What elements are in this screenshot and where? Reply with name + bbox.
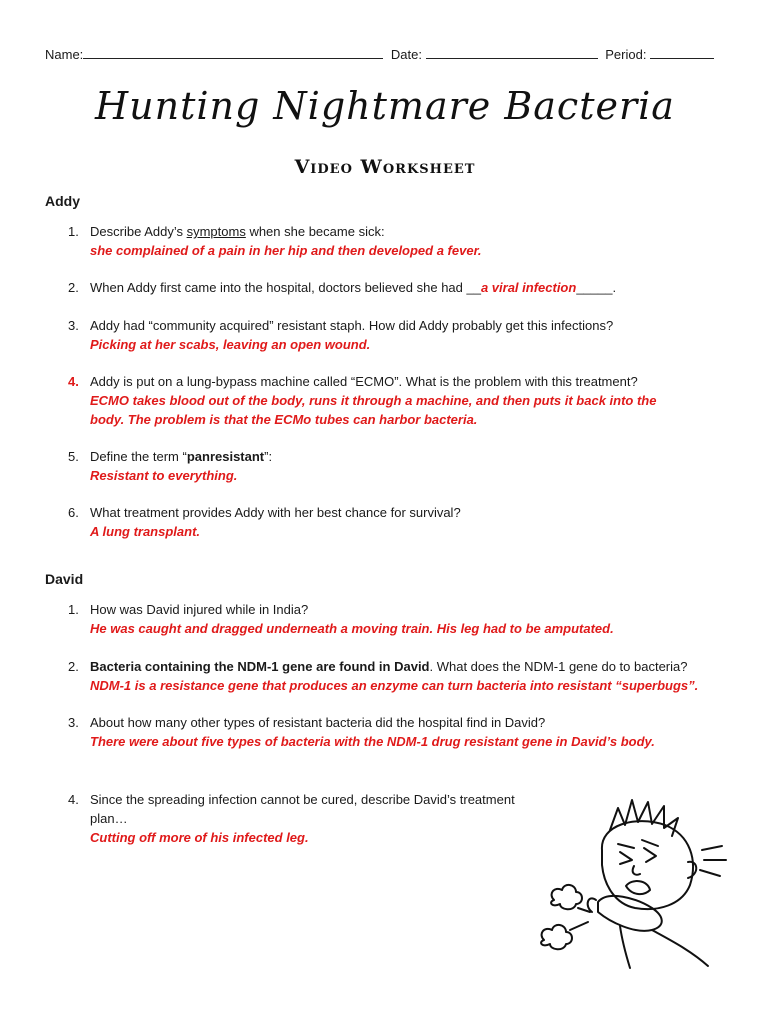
question-number: 3. (68, 715, 79, 730)
question-number: 1. (68, 602, 79, 617)
date-label: Date: (390, 47, 422, 62)
question-text (90, 657, 710, 676)
answer-text: A lung transplant. (90, 524, 201, 539)
section-heading-addy: Addy (45, 193, 80, 209)
inline-answer: a viral infection (480, 280, 577, 295)
answer-text: There were about five types of bacteria with the NDM-1 drug resistant gene in David’s body. (90, 734, 655, 749)
bold-statement: Bacteria containing the NDM-1 gene are found in David (90, 659, 430, 674)
question-number: 4. (68, 792, 79, 807)
name-label: Name: (45, 47, 84, 62)
answer-text: NDM-1 is a resistance gene that produces an enzyme can turn bacteria into resistant “superbugs”. (90, 678, 699, 693)
question-text: How was David injured while in India? (90, 602, 309, 617)
answer-text: ECMO takes blood out of the body, runs it through a machine, and then puts it back into the body. The problem is that the ECMo tubes can harbor bacteria. (90, 393, 657, 427)
section-heading-david: David (45, 571, 84, 587)
question-text-pre: Describe Addy’s (90, 224, 187, 239)
worksheet-title: Hunting Nightmare Bacteria (95, 84, 675, 128)
question-text: Addy had “community acquired” resistant staph. How did Addy probably get this infections? (90, 318, 614, 333)
question-text: About how many other types of resistant bacteria did the hospital find in David? (90, 715, 546, 730)
answer-text: she complained of a pain in her hip and then developed a fever. (90, 243, 482, 258)
question-number: 2. (68, 280, 79, 295)
period-label: Period: (605, 47, 647, 62)
answer-text: Resistant to everything. (90, 468, 238, 483)
answer-text: Cutting off more of his infected leg. (90, 830, 309, 845)
question-number: 3. (68, 318, 79, 333)
question-text-pre: When Addy first came into the hospital, doctors believed she had __ (90, 280, 481, 295)
question-text (90, 447, 690, 466)
question-text (90, 222, 690, 241)
question-text: Since the spreading infection cannot be cured, describe David’s treatment plan… (90, 792, 515, 826)
question-number: 5. (68, 449, 79, 464)
question-number: 2. (68, 659, 79, 674)
question-number: 1. (68, 224, 79, 239)
question-text-pre: Define the term “ (90, 449, 187, 464)
coughing-person-illustration (540, 790, 730, 970)
question-text (90, 278, 690, 297)
date-blank[interactable] (426, 46, 598, 59)
answer-text: He was caught and dragged underneath a moving train. His leg had to be amputated. (90, 621, 614, 636)
name-blank[interactable] (83, 46, 383, 59)
question-text: What treatment provides Addy with her best chance for survival? (90, 505, 461, 520)
question-number: 4. (68, 374, 79, 389)
answer-text: Picking at her scabs, leaving an open wound. (90, 337, 371, 352)
header-line (45, 46, 705, 62)
question-text-post: ”: (264, 449, 273, 464)
period-blank[interactable] (650, 46, 714, 59)
underlined-term: symptoms (186, 224, 246, 239)
bold-term: panresistant (186, 449, 265, 464)
question-text-post: when she became sick: (245, 224, 385, 239)
question-text: Addy is put on a lung-bypass machine called “ECMO”. What is the problem with this treatment? (90, 374, 638, 389)
question-text-post: . What does the NDM-1 gene do to bacteria? (429, 659, 688, 674)
worksheet-subtitle: Video Worksheet (294, 156, 476, 178)
question-text-post: _____. (576, 280, 617, 295)
question-number: 6. (68, 505, 79, 520)
